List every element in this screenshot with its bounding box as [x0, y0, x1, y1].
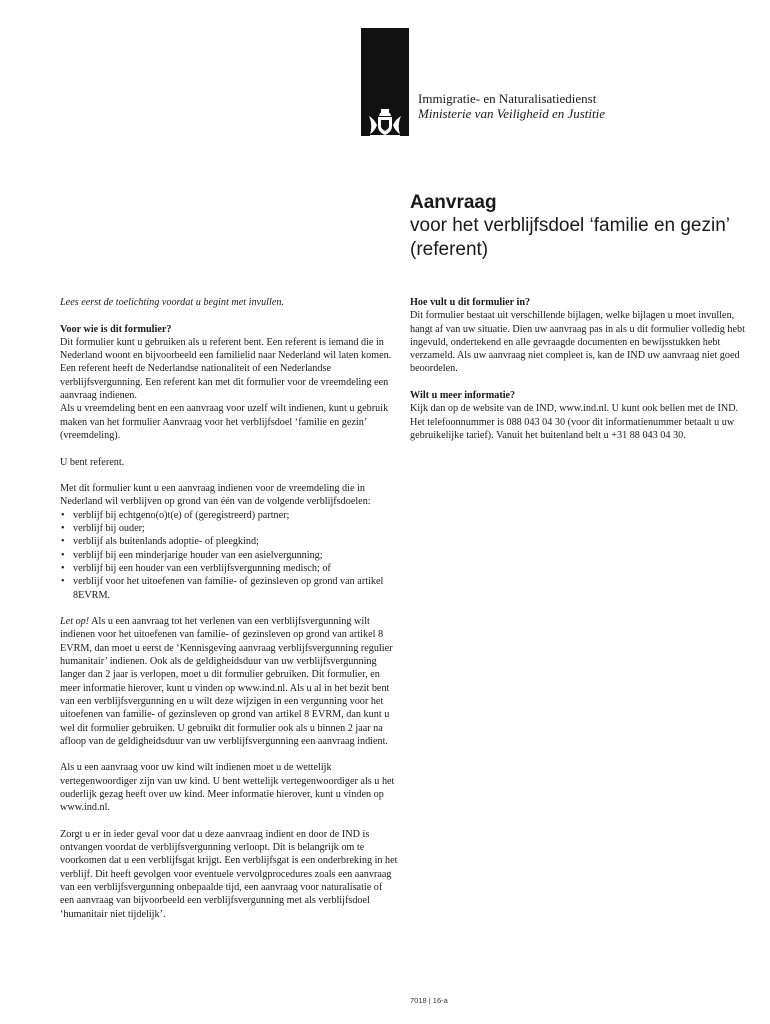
page-title: Aanvraag [410, 192, 497, 213]
paragraph-verblijfsdoelen: Met dit formulier kunt u een aanvraag indienen voor de vreemdeling die in Nederland wil verblijven op grond van één van de volgende verblijfsdoelen: [60, 483, 371, 508]
coat-of-arms-icon [367, 108, 403, 138]
let-op-label: Let op! [60, 616, 90, 628]
left-column [60, 296, 398, 934]
list-item: • verblijf bij ouder; [60, 522, 398, 535]
list-item: • verblijf als buitenlands adoptie- of pleegkind; [60, 535, 398, 548]
paragraph-verblijfsgat: Zorgt u er in ieder geval voor dat u deze aanvraag indient en door de IND is ontvangen voordat de verblijfsvergunning verloopt. Dit is belangrijk om te voorkomen dat u een verblijfsgat krijgt. Een verblijfsgat is een onderbreking in het verblijf. Dit heeft gevolgen voor eventuele vervolgprocedures zoals een aanvraag van een verblijfsvergunning onbepaalde tijd, een aanvraag voor naturalisatie of een aanvraag van bijvoorbeeld een verblijfsvergunning met als verblijfsdoel ‘humanitair niet tijdelijk’. [60, 828, 398, 920]
verblijfsdoelen-list [60, 509, 398, 602]
paragraph-u-bent-referent: U bent referent. [60, 456, 125, 468]
heading-hoe-vult: Hoe vult u dit formulier in? [410, 297, 531, 308]
right-column [410, 296, 745, 456]
ministry-name: Ministerie van Veiligheid en Justitie [418, 106, 606, 121]
organization-block [418, 91, 605, 121]
paragraph-kind: Als u een aanvraag voor uw kind wilt indienen moet u de wettelijk vertegenwoordiger zijn van uw kind. U bent wettelijk vertegenwoordiger als u het ouderlijk gezag heeft over uw kind. Meer informatie hierover, kunt u vinden op www.ind.nl. [60, 762, 395, 814]
paragraph-let-op [60, 615, 398, 748]
title-block [410, 192, 740, 262]
intro-note: Lees eerst de toelichting voordat u begint met invullen. [60, 297, 284, 308]
page-subtitle: voor het verblijfsdoel ‘familie en gezin’ (referent) [410, 215, 730, 260]
heading-voor-wie: Voor wie is dit formulier? [60, 323, 172, 335]
paragraph-referent: Dit formulier kunt u gebruiken als u referent bent. Een referent is iemand die in Nederland woont en bijvoorbeeld een familielid naar Nederland wil laten komen. Een referent heeft de Nederlandse nationaliteit of een Nederlandse verblijfsvergunning. Een referent kan met dit formulier voor de vreemdeling een aanvraag indienen. [60, 336, 392, 402]
list-item: • verblijf bij een houder van een verblijfsvergunning medisch; of [60, 562, 398, 575]
organization-name: Immigratie- en Naturalisatiedienst [418, 91, 597, 106]
heading-meer-informatie: Wilt u meer informatie? [410, 390, 516, 402]
list-item: • verblijf bij echtgeno(o)t(e) of (geregistreerd) partner; [60, 509, 398, 522]
let-op-text: Als u een aanvraag tot het verlenen van een verblijfsvergunning wilt indienen voor het uitoefenen van familie- of gezinsleven op grond van artikel 8 EVRM, dan moet u eerst de ‘Kennisgeving aanvraag verblijfsvergunning regulier humanitair’ indienen. Ook als de geldigheidsduur van uw verblijfsvergunning langer dan 2 jaar is verlopen, moet u dit formulier gebruiken. Dit formulier, en meer informatie hierover, kunt u vinden op www.ind.nl. Als u al in het bezit bent van een verblijfsvergunning en u wilt deze wijzigen in een vergunning voor het uitoefenen van familie- of gezinsleven op grond van artikel 8 EVRM, dan kunt u wel dit formulier gebruiken. U gebruikt dit formulier ook als u binnen 2 jaar na afloop van de geldigheidsduur van uw verblijfsvergunning een aanvraag indient. [60, 616, 393, 747]
paragraph-vreemdeling: Als u vreemdeling bent en een aanvraag voor uzelf wilt indienen, kunt u gebruik maken van het formulier Aanvraag voor het verblijfsdoel ‘familie en gezin’ (vreemdeling). [60, 403, 389, 441]
paragraph-hoe-vult: Dit formulier bestaat uit verschillende bijlagen, welke bijlagen u moet invullen, hangt af van uw situatie. Dien uw aanvraag pas in als u dit formulier volledig hebt ingevuld, ondertekend en alle gevraagde documenten en bewijsstukken hebt verzameld. Als uw aanvraag niet compleet is, kan de IND uw aanvraag niet goed beoordelen. [410, 310, 745, 375]
list-item: • verblijf bij een minderjarige houder van een asielvergunning; [60, 549, 398, 562]
list-item: • verblijf voor het uitoefenen van familie- of gezinsleven op grond van artikel 8EVRM. [60, 575, 398, 602]
government-logo [361, 28, 409, 136]
form-code: 7018 | 16-a [410, 996, 448, 1005]
paragraph-meer-informatie: Kijk dan op de website van de IND, www.ind.nl. U kunt ook bellen met de IND. Het telefoonnummer is 088 043 04 30 (voor dit informatienummer betaalt u uw gebruikelijke tarief). Vanuit het buitenland belt u +31 88 043 04 30. [410, 403, 739, 441]
